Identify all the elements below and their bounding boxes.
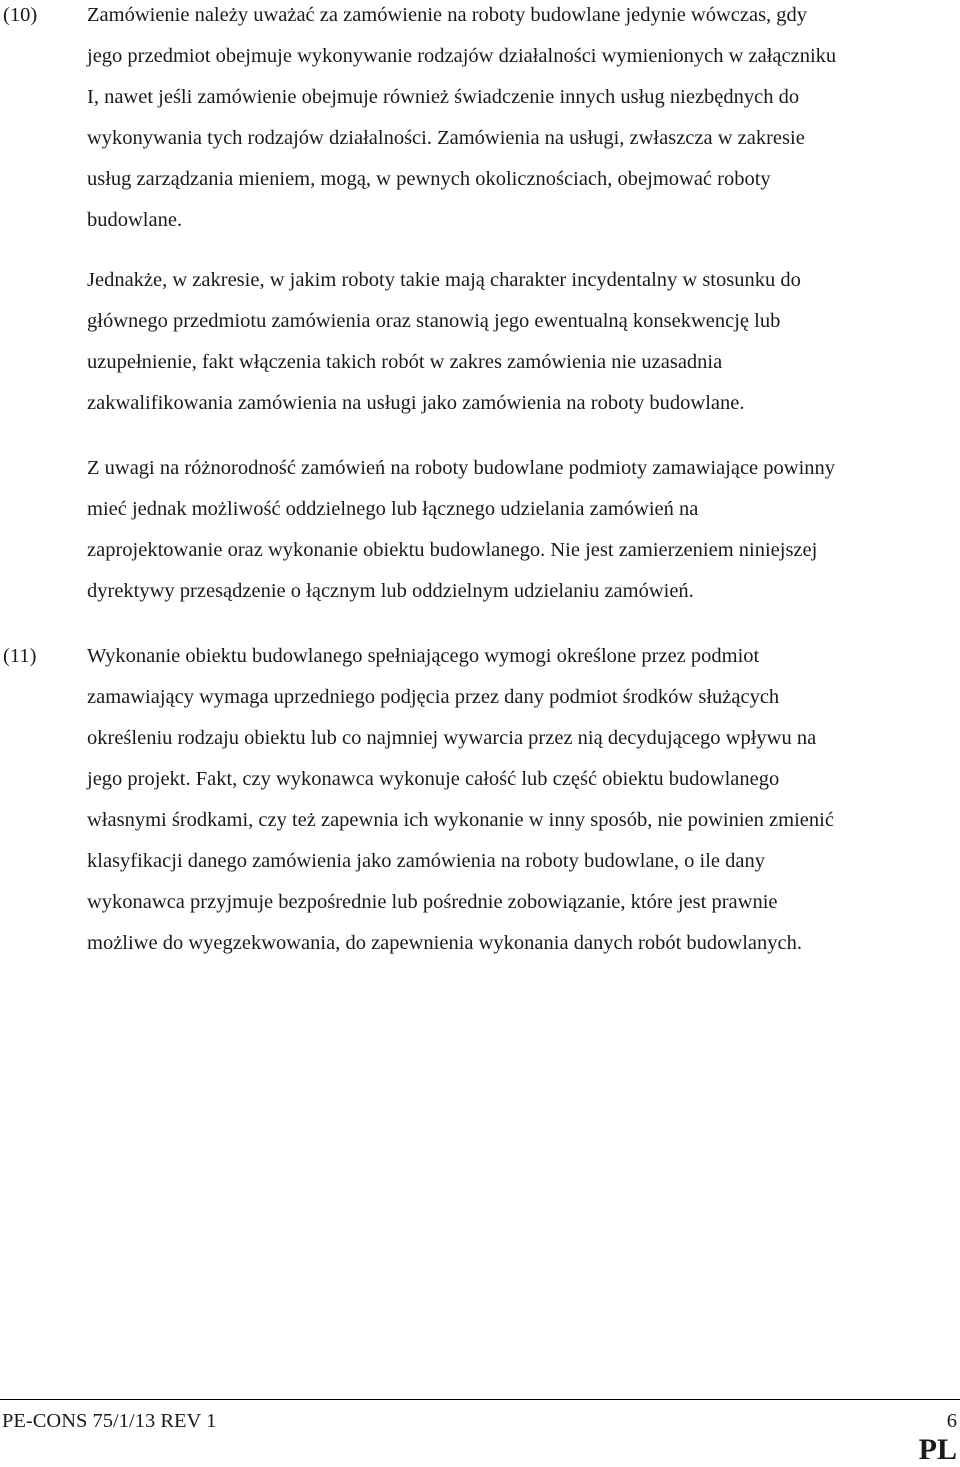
text-line: usług zarządzania mieniem, mogą, w pewnych okolicznościach, obejmować roboty [87, 168, 771, 190]
recital-10-paragraph-3 [87, 448, 959, 612]
recital-11-number: (11) [3, 645, 37, 667]
page-number: 6 [946, 1410, 957, 1432]
recital-10-paragraph-1 [87, 0, 959, 241]
text-line: budowlane. [87, 209, 183, 231]
text-line: wykonywania tych rodzajów działalności. Zamówienia na usługi, zwłaszcza w zakresie [87, 127, 805, 149]
text-line: Zamówienie należy uważać za zamówienie na roboty budowlane jedynie wówczas, gdy [87, 4, 808, 26]
language-code: PL [918, 1433, 957, 1466]
text-line: uzupełnienie, fakt włączenia takich robót w zakres zamówienia nie uzasadnia [87, 351, 723, 373]
text-line: głównego przedmiotu zamówienia oraz stanowią jego ewentualną konsekwencję lub [87, 310, 781, 332]
text-line: określeniu rodzaju obiektu lub co najmniej wywarcia przez nią decydującego wpływu na [87, 727, 817, 749]
footer-divider [0, 1399, 960, 1400]
text-line: mieć jednak możliwość oddzielnego lub łącznego udzielania zamówień na [87, 498, 699, 520]
text-line: Jednakże, w zakresie, w jakim roboty takie mają charakter incydentalny w stosunku do [87, 269, 801, 291]
recital-10-number: (10) [3, 4, 38, 26]
document-reference: PE-CONS 75/1/13 REV 1 [2, 1410, 217, 1432]
text-line: jego projekt. Fakt, czy wykonawca wykonuje całość lub część obiektu budowlanego [87, 768, 780, 790]
recital-10-paragraph-2 [87, 260, 959, 424]
text-line: dyrektywy przesądzenie o łącznym lub oddzielnym udzielaniu zamówień. [87, 580, 694, 602]
text-line: klasyfikacji danego zamówienia jako zamówienia na roboty budowlane, o ile dany [87, 850, 765, 872]
text-line: jego przedmiot obejmuje wykonywanie rodzajów działalności wymienionych w załączniku [87, 45, 837, 67]
text-line: zakwalifikowania zamówienia na usługi jako zamówienia na roboty budowlane. [87, 392, 745, 414]
text-line: zaprojektowanie oraz wykonanie obiektu budowlanego. Nie jest zamierzeniem niniejszej [87, 539, 818, 561]
text-line: własnymi środkami, czy też zapewnia ich wykonanie w inny sposób, nie powinien zmienić [87, 809, 834, 831]
text-line: Z uwagi na różnorodność zamówień na roboty budowlane podmioty zamawiające powinny [87, 457, 836, 479]
text-line: możliwe do wyegzekwowania, do zapewnienia wykonania danych robót budowlanych. [87, 932, 802, 954]
text-line: zamawiający wymaga uprzedniego podjęcia przez dany podmiot środków służących [87, 686, 780, 708]
text-line: wykonawca przyjmuje bezpośrednie lub pośrednie zobowiązanie, które jest prawnie [87, 891, 778, 913]
recital-11-paragraph-1 [87, 636, 959, 964]
text-line: I, nawet jeśli zamówienie obejmuje również świadczenie innych usług niezbędnych do [87, 86, 800, 108]
text-line: Wykonanie obiektu budowlanego spełniającego wymogi określone przez podmiot [87, 645, 760, 667]
